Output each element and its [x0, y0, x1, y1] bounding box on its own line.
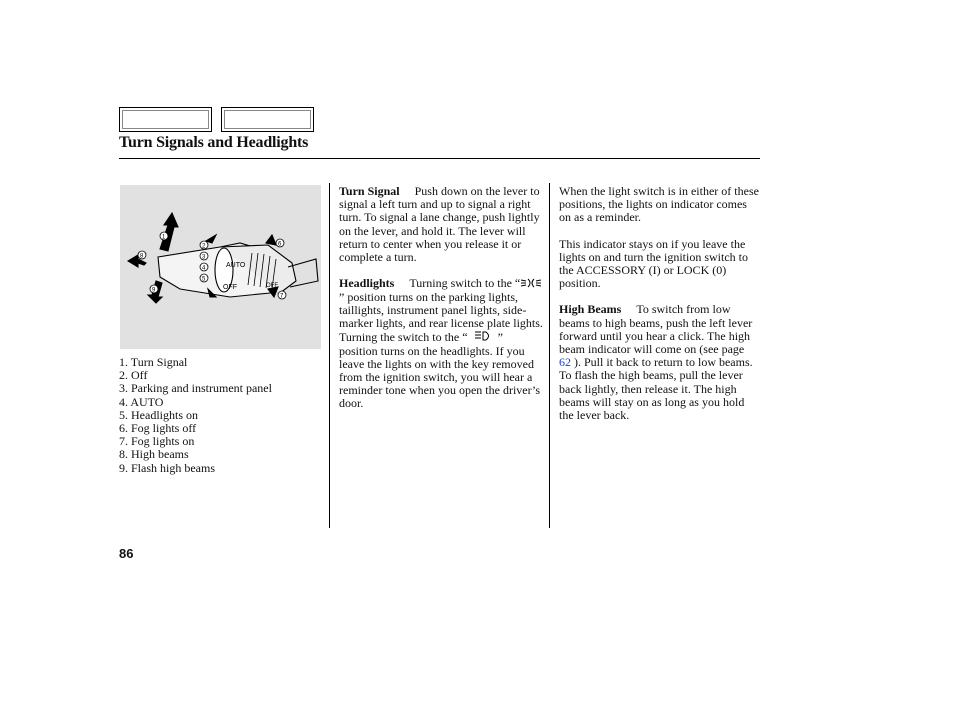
turn-signal-body: Push down on the lever to signal a left turn and up to signal a right turn. To signal a lane change, push lightly on the lever, and hold it. The lever will return to center when you release it or complete a turn.: [339, 184, 540, 265]
reminder-paragraph-1: When the light switch is in either of these positions, the lights on indicator comes on as a reminder.: [559, 184, 759, 225]
legend-item: 4. AUTO: [119, 394, 164, 409]
high-beams-paragraph: High Beams To switch from low beams to high beams, push the left lever forward until you hear a click. The high beam indicator will come on (see page 62 ). Pull it back to return to low beams. To flash the high beams, pull the lever back lightly, then release it. The high beams will stay on as long as you hold the lever back.: [559, 302, 753, 423]
headlights-heading: Headlights: [339, 276, 395, 291]
legend-item: 9. Flash high beams: [119, 460, 215, 475]
high-beams-heading: High Beams: [559, 302, 622, 317]
legend-item: 1. Turn Signal: [119, 355, 188, 369]
headlights-paragraph: Headlights Turning switch to the “” position turns on the parking lights, taillights, instrument panel lights, side-marker lights, and rear license plate lights. Turning the switch to the “ ” position turns on the headlights. If you leave the lights on with the key removed from the ignition switch, you will hear a reminder tone when you open the driver’s door.: [339, 276, 543, 411]
callout-7: 7: [280, 293, 284, 300]
callout-4: 4: [202, 265, 206, 272]
title-rule: [119, 158, 760, 159]
page-62-link[interactable]: 62: [559, 355, 571, 370]
callout-5: 5: [202, 276, 206, 283]
callout-2: 2: [202, 243, 206, 250]
turn-signal-heading: Turn Signal: [339, 184, 400, 198]
callout-6: 6: [278, 241, 282, 248]
legend-item: 7. Fog lights on: [119, 434, 195, 449]
right-column: [559, 185, 759, 422]
page-number: 86: [119, 546, 134, 561]
header-tab-2[interactable]: [221, 107, 314, 132]
column-divider: [329, 183, 330, 528]
lever-illustration: [120, 185, 321, 349]
callout-9: 9: [152, 287, 156, 294]
legend-item: 8. High beams: [119, 447, 189, 462]
legend-item: 5. Headlights on: [119, 407, 198, 422]
header-tab-1[interactable]: [119, 107, 212, 132]
page-title: Turn Signals and Headlights: [119, 134, 309, 151]
figure-legend: [119, 356, 272, 475]
callout-8: 8: [140, 253, 144, 260]
column-divider: [549, 183, 550, 528]
callout-1: 1: [162, 234, 166, 241]
parking-lights-icon: [520, 278, 542, 291]
center-column: [339, 185, 543, 411]
auto-label: AUTO: [226, 262, 246, 269]
turn-signal-paragraph: [339, 185, 543, 264]
off-label: OFF: [223, 284, 237, 291]
callout-3: 3: [202, 254, 206, 261]
legend-item: 2. Off: [119, 368, 148, 383]
fog-off-label: OFF: [266, 283, 278, 289]
legend-item: 6. Fog lights off: [119, 421, 197, 436]
legend-item: 3. Parking and instrument panel: [119, 381, 272, 396]
turn-signal-lever-icon: [120, 185, 321, 349]
reminder-paragraph-2: This indicator stays on if you leave the lights on and turn the ignition switch to the ACCESSORY (I) or LOCK (0) position.: [559, 236, 748, 291]
